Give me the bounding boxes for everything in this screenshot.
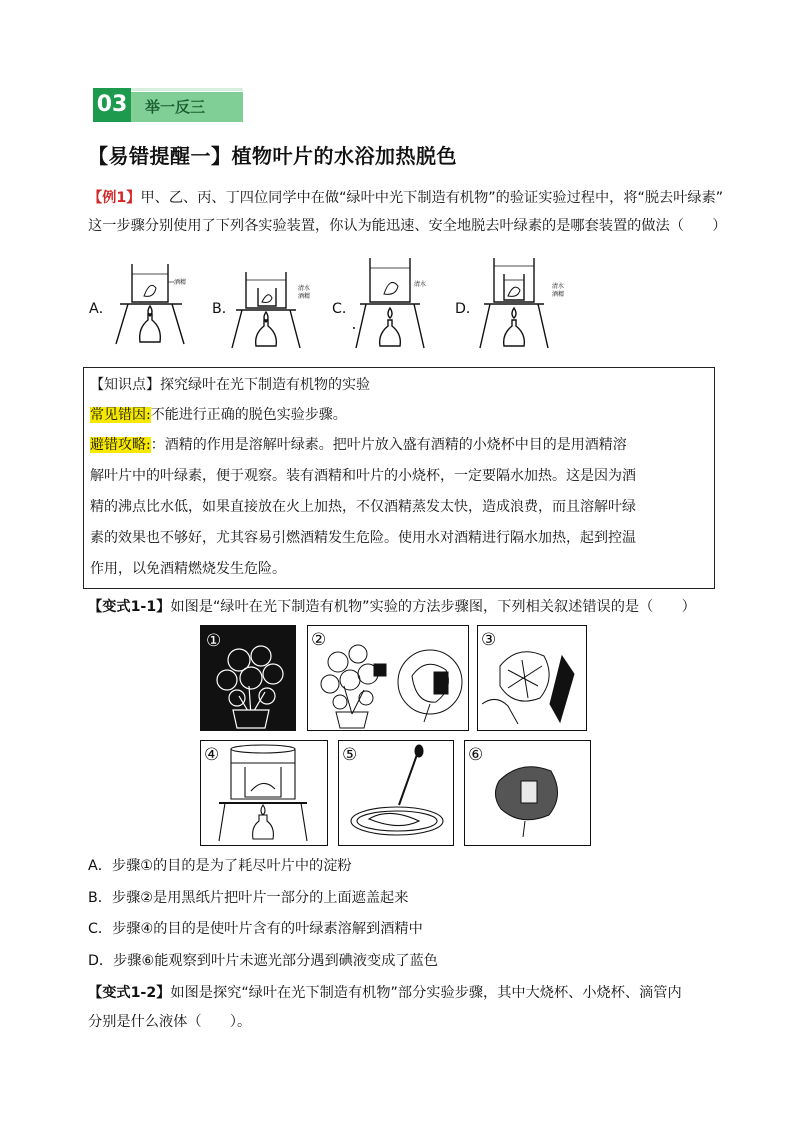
variant2-tag: 【变式1-2】 [88,985,171,1001]
variant1-tag: 【变式1-1】 [88,599,171,615]
step-3-panel [477,625,587,731]
step-1-panel [200,625,296,731]
apparatus-a-label: 酒精 [174,279,187,286]
step-1-number: ① [206,631,222,651]
strategy-line-5: 作用，以免酒精燃烧发生危险。 [90,561,286,577]
step-3-number: ③ [481,630,497,650]
step-5-number: ⑤ [342,745,358,765]
apparatus-a-diagram [110,258,200,350]
step-4-panel [200,740,328,846]
common-error-label: 常见错因: [90,407,151,423]
strategy-line-4: 素的效果也不够好，尤其容易引燃酒精发生危险。使用水对酒精进行隔水加热，起到控温 [90,530,636,546]
option-b-label: B． [212,301,236,317]
variant1-option-c: C．步骤④的目的是使叶片含有的叶绿素溶解到酒精中 [88,921,423,937]
common-error-text: 不能进行正确的脱色实验步骤。 [150,407,347,423]
step-6-number: ⑥ [468,745,484,765]
strategy-label: 避错攻略: [90,437,151,453]
common-error [90,405,347,425]
step-2-number: ② [311,630,327,650]
variant2-line2: 分别是什么液体（ ）。 [88,1014,252,1030]
apparatus-d-label-2: 酒精 [552,291,565,298]
apparatus-c-diagram [350,254,450,352]
variant1-option-a: A．步骤①的目的是为了耗尽叶片中的淀粉 [88,858,352,874]
step-6-panel [464,740,591,846]
section-number: 03 [93,88,131,122]
apparatus-d-diagram [474,254,574,352]
strategy-line-3: 精的沸点比水低，如果直接放在火上加热，不仅酒精蒸发太快，造成浪费，而且溶解叶绿 [90,499,636,515]
step-4-number: ④ [204,745,220,765]
apparatus-c-label: 清水 [414,281,427,288]
example1-line2: 这一步骤分别使用了下列各实验装置，你认为能迅速、安全地脱去叶绿素的是哪套装置的做法（ ） [88,218,727,234]
example1-tag: 【例1】 [88,190,141,206]
option-c-label: C． [332,301,357,317]
knowledge-point: 【知识点】探究绿叶在光下制造有机物的实验 [90,377,370,393]
variant1-option-b: B．步骤②是用黑纸片把叶片一部分的上面遮盖起来 [88,890,409,906]
apparatus-d-label-1: 清水 [552,283,565,290]
example1-question [88,188,728,208]
example1-line1: 甲、乙、丙、丁四位同学中在做“绿叶中光下制造有机物”的验证实验过程中，将“脱去叶绿素” [140,190,724,206]
option-d-label: D． [455,301,481,317]
apparatus-b-diagram [228,268,328,352]
page-title: 【易错提醒一】植物叶片的水浴加热脱色 [88,144,457,168]
strategy-line-2: 解叶片中的叶绿素，便于观察。装有酒精和叶片的小烧杯，一定要隔水加热。这是因为酒 [90,468,636,484]
step-2-panel [307,625,469,731]
step-5-panel [338,740,454,846]
option-a-label: A． [89,301,113,317]
variant2-question: 【变式1-2】如图是探究“绿叶在光下制造有机物”部分实验步骤，其中大烧杯、小烧杯、滴管内 [88,985,682,1001]
variant1-option-d: D．步骤⑥能观察到叶片未遮光部分遇到碘液变成了蓝色 [88,953,438,969]
variant1-question: 【变式1-1】如图是“绿叶在光下制造有机物”实验的方法步骤图，下列相关叙述错误的是（ ） [88,599,696,615]
section-title: 举一反三 [131,92,243,122]
apparatus-b-label-1: 清水 [298,285,311,292]
apparatus-b-label-2: 酒精 [298,293,311,300]
strategy-line-1: 避错攻略:：酒精的作用是溶解叶绿素。把叶片放入盛有酒精的小烧杯中目的是用酒精溶 [90,437,627,453]
